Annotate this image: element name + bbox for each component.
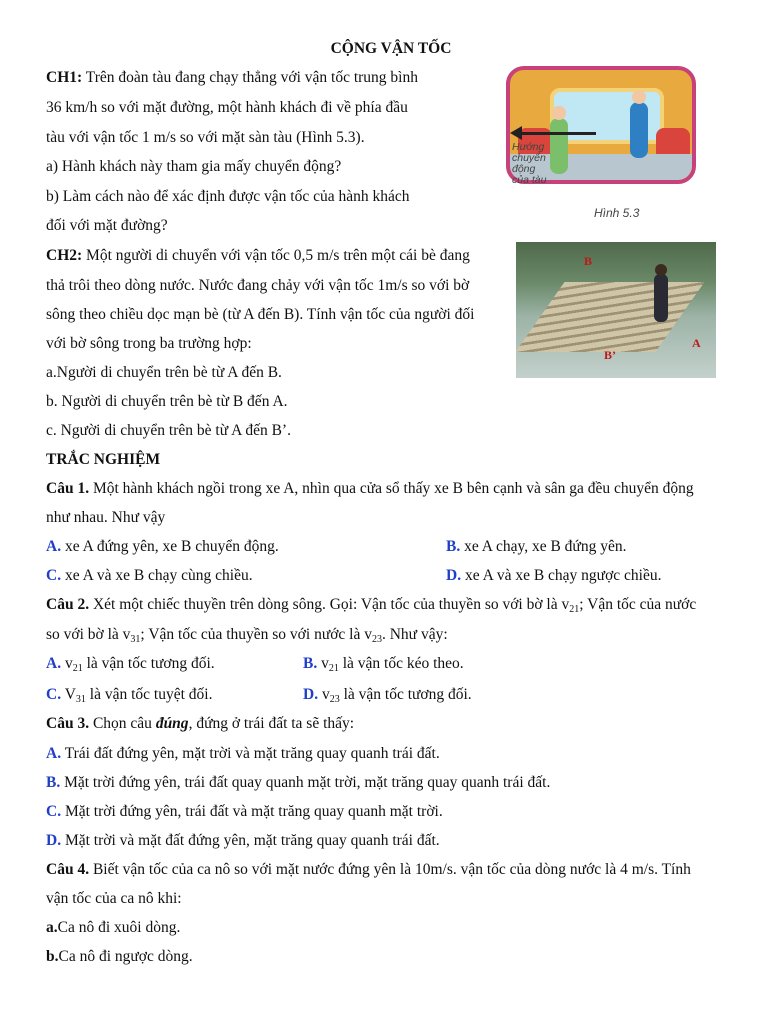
document-page [46,0,736,1024]
ch2-line2: thả trôi theo dòng nước. Nước đang chảy với vận tốc 1m/s so với bờ [46,277,470,294]
q2-option-b: B. $v_{21}$ là vận tốc kéo theo. [303,655,464,674]
q1-text: Câu 1. Một hành khách ngồi trong xe A, nhìn qua cửa sổ thấy xe B bên cạnh và sân ga đều chuyển động [46,480,694,497]
raft-photo [516,242,716,378]
page-title: CỘNG VẬN TỐC [330,40,452,57]
direction-label-3: động [512,163,536,175]
ch2-label: CH2: [46,247,83,264]
direction-arrow [516,132,596,135]
ch1-question-b: b) Làm cách nào để xác định được vận tốc của hành khách [46,188,410,205]
walking-passenger [630,102,648,158]
q2-option-a: A. $v_{21}$ là vận tốc tương đối. [46,655,215,674]
direction-label-2: chuyển [512,152,546,164]
q1-option-d: D. xe A và xe B chạy ngược chiều. [446,567,662,584]
arrow-left-icon [510,126,522,140]
q1-option-c: C. xe A và xe B chạy cùng chiều. [46,567,253,584]
ch2-case-b: b. Người di chuyển trên bè từ B đến A. [46,393,288,410]
q3-option-d: D. Mặt trời và mặt đất đứng yên, mặt trăng quay quanh trái đất. [46,832,440,849]
ch1-label: CH1: [46,69,83,86]
figure-caption: Hình 5.3 [594,206,640,220]
ch2-line4: với bờ sông trong ba trường hợp: [46,335,252,352]
q2-text-cont: so với bờ là $v_{31}$; Vận tốc của thuyền so với nước là $v_{23}$. Như vậy: [46,626,448,645]
q1-option-b: B. xe A chạy, xe B đứng yên. [446,538,627,555]
q4-text: Câu 4. Biết vận tốc của ca nô so với mặt nước đứng yên là 10m/s. vận tốc của dòng nước là 4 m/s. Tính [46,861,691,878]
person-on-raft [654,274,668,322]
ch2-case-a: a.Người di chuyển trên bè từ A đến B. [46,364,282,381]
direction-label-4: của tàu [512,174,547,186]
point-b-prime: B’ [604,348,616,362]
point-a: A [692,336,701,350]
direction-label-1: Hướng [512,141,545,153]
q2-option-c: C. $V_{31}$ là vận tốc tuyệt đối. [46,686,213,705]
q4-text-cont: vận tốc của ca nô khi: [46,890,182,907]
quiz-heading: TRẮC NGHIỆM [46,451,161,468]
ch1-line1: CH1: Trên đoàn tàu đang chạy thẳng với vận tốc trung bình [46,69,418,86]
ch2-line3: sông theo chiều dọc mạn bè (từ A đến B). Tính vận tốc của người đối [46,306,475,323]
q2-option-d: D. $v_{23}$ là vận tốc tương đối. [303,686,472,705]
q1-option-a: A. xe A đứng yên, xe B chuyển động. [46,538,279,555]
seated-passenger [550,118,568,174]
figure-train [464,62,740,226]
q4-case-a: a.Ca nô đi xuôi dòng. [46,919,181,936]
q3-option-a: A. Trái đất đứng yên, mặt trời và mặt trăng quay quanh trái đất. [46,745,440,762]
point-b: B [584,254,593,268]
q3-text: Câu 3. Chọn câu đúng, đứng ở trái đất ta sẽ thấy: [46,715,355,732]
ch2-line1: CH2: Một người di chuyển với vận tốc 0,5 m/s trên một cái bè đang [46,247,470,264]
ch1-question-b-cont: đối với mặt đường? [46,217,168,234]
q1-text-cont: như nhau. Như vậy [46,509,166,526]
q2-text: Câu 2. Xét một chiếc thuyền trên dòng sông. Gọi: Vận tốc của thuyền so với bờ là $v_{21}$; Vận tốc của nước [46,596,697,615]
q4-case-b: b.Ca nô đi ngược dòng. [46,948,193,965]
q3-option-b: B. Mặt trời đứng yên, trái đất quay quanh mặt trời, mặt trăng quay quanh trái đất. [46,774,551,791]
ch1-line2: 36 km/h so với mặt đường, một hành khách đi về phía đầu [46,99,408,116]
ch1-question-a: a) Hành khách này tham gia mấy chuyển động? [46,158,342,175]
q3-option-c: C. Mặt trời đứng yên, trái đất và mặt trăng quay quanh mặt trời. [46,803,443,820]
ch1-line3: tàu với vận tốc 1 m/s so với mặt sàn tàu (Hình 5.3). [46,129,365,146]
ch2-case-c: c. Người di chuyển trên bè từ A đến B’. [46,422,291,439]
raft [516,282,705,352]
